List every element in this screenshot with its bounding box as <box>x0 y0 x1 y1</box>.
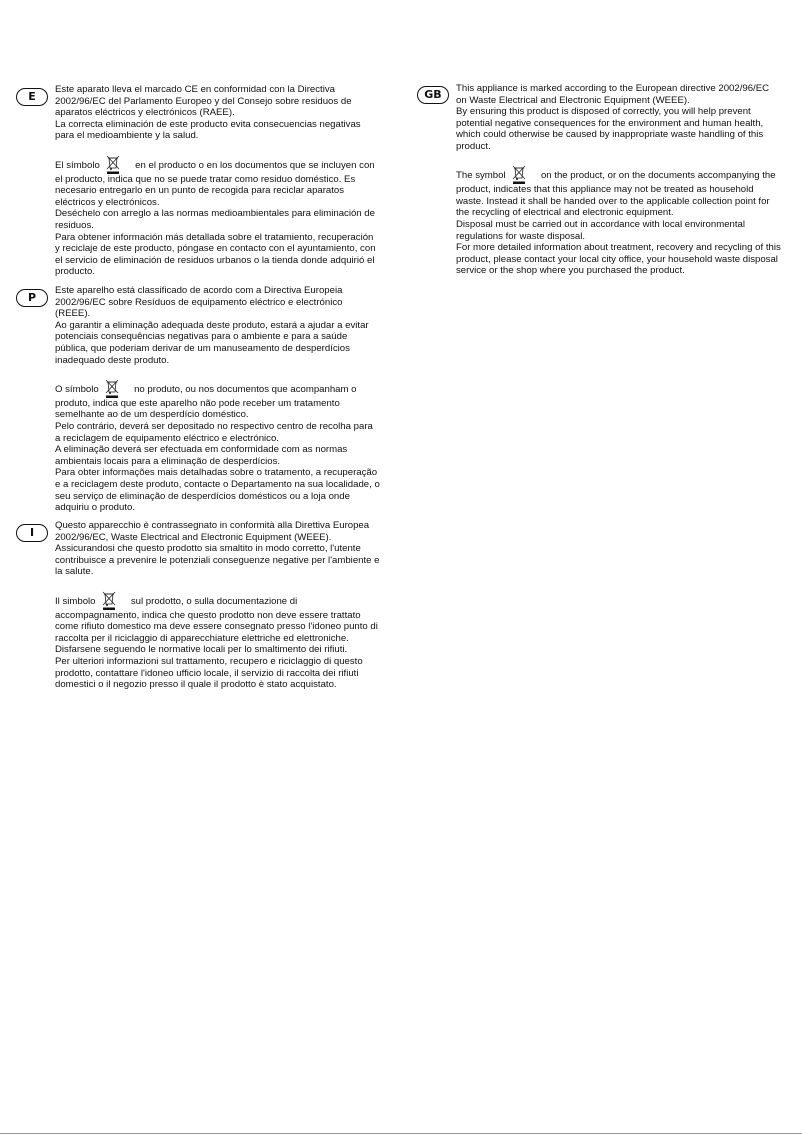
paragraph: Para obter informações mais detalhadas sobre o tratamento, a recuperação e a reciclagem deste produto, contacte o Departamento na sua localidade, o seu serviço de eliminação de desperdícios domésticos ou a loja onde adquiriu o produto. <box>55 467 380 514</box>
symbol-text-after: on the product, or on the documents accompanying the product, indicates that this appliance may not be treated as household waste. Instead it shall be handed over to the applicable collection point for the recycling of electrical and electronic equipment. <box>456 170 776 219</box>
symbol-paragraph <box>55 590 380 645</box>
paragraph: La correcta eliminación de este producto evita consecuencias negativas para el medioambiente y la salud. <box>55 118 361 142</box>
symbol-text-after: sul prodotto, o sulla documentazione di accompagnamento, indica che questo prodotto non deve essere trattato come rifiuto domestico ma deve essere consegnato presso l'idoneo punto di raccolta per il riciclaggio di apparecchiature elettriche ed elettroniche. <box>55 595 378 644</box>
symbol-text-before: The symbol <box>456 170 506 182</box>
symbol-text-before: Il simbolo <box>55 595 96 607</box>
paragraph: Per ulteriori informazioni sul trattamento, recupero e riciclaggio di questo prodotto, contattare l'idoneo ufficio locale, il servizio di raccolta dei rifiuti domestici o il negozio presso il quale il prodotto è stato acquistato. <box>55 655 363 691</box>
paragraph: Pelo contrário, deverá ser depositado no respectivo centro de recolha para a reciclagem de equipamento eléctrico e electrónico. <box>55 420 373 444</box>
section-text-portuguese <box>55 285 380 514</box>
symbol-paragraph <box>55 154 380 209</box>
page-bottom-rule <box>0 1133 802 1134</box>
section-text-italian <box>55 520 380 691</box>
language-badge-i: I <box>16 524 48 542</box>
paragraph: Disfarsene seguendo le normative locali per lo smaltimento dei rifiuti. <box>55 644 348 656</box>
paragraph: Para obtener información más detallada sobre el tratamiento, recuperación y reciclaje de este producto, póngase en contacto con el ayuntamiento, con el servicio de eliminación de residuos urbanos o la tienda donde adquirió el producto. <box>55 231 376 278</box>
section-text-spanish <box>55 84 380 278</box>
weee-bin-icon <box>512 164 526 184</box>
language-badge-gb: GB <box>417 86 449 104</box>
symbol-text-before: O símbolo <box>55 383 99 395</box>
symbol-text-after: en el producto o en los documentos que se incluyen con el producto, indica que no se puede tratar como residuo doméstico. Es necesario entregarlo en un punto de recogida para reciclar aparatos eléctricos y electrónicos. <box>55 159 375 208</box>
paragraph: Disposal must be carried out in accordance with local environmental regulations for waste disposal. <box>456 218 746 242</box>
weee-bin-icon <box>102 590 116 610</box>
symbol-text-after: no produto, ou nos documentos que acompanham o produto, indica que este aparelho não pode receber um tratamento semelhante ao de um desperdício doméstico. <box>55 383 357 421</box>
paragraph: Assicurandosi che questo prodotto sia smaltito in modo corretto, l'utente contribuisce a prevenire le potenziali conseguenze negative per l'ambiente e la salute. <box>55 543 380 578</box>
symbol-text-before: El símbolo <box>55 159 100 171</box>
paragraph: By ensuring this product is disposed of correctly, you will help prevent potential negative consequences for the environment and human health, which could otherwise be caused by inappropriate waste handling of this product. <box>456 106 764 152</box>
paragraph: Este aparato lleva el marcado CE en conformidad con la Directiva 2002/96/EC del Parlamento Europeo y del Consejo sobre residuos de aparatos eléctricos y electrónicos (RAEE). <box>55 84 352 119</box>
paragraph: Este aparelho está classificado de acordo com a Directiva Europeia 2002/96/EC sobre Resíduos de equipamento eléctrico e electrónico (REEE). <box>55 285 343 320</box>
weee-bin-icon <box>106 154 120 174</box>
symbol-paragraph <box>456 164 781 219</box>
paragraph: Ao garantir a eliminação adequada deste produto, estará a ajudar a evitar potenciais consequências negativas para o ambiente e para a saúde pública, que poderiam derivar de um manuseamento de desperdícios inadequado deste produto. <box>55 319 369 366</box>
symbol-paragraph <box>55 378 380 421</box>
paragraph: Deséchelo con arreglo a las normas medioambientales para eliminación de residuos. <box>55 208 375 231</box>
weee-bin-icon <box>105 378 119 398</box>
paragraph: This appliance is marked according to the European directive 2002/96/EC on Waste Electrical and Electronic Equipment (WEEE). <box>456 83 770 106</box>
language-badge-p: P <box>16 289 48 307</box>
paragraph: A eliminação deverá ser efectuada em conformidade com as normas ambientais locais para a eliminação de desperdícios. <box>55 444 348 467</box>
paragraph: For more detailed information about treatment, recovery and recycling of this product, please contact your local city office, your household waste disposal service or the shop where you purchased the product. <box>456 242 781 277</box>
language-badge-e: E <box>16 88 48 106</box>
paragraph: Questo apparecchio è contrassegnato in conformità alla Direttiva Europea 2002/96/EC, Waste Electrical and Electronic Equipment (WEEE). <box>55 520 370 543</box>
section-text-english <box>456 83 781 277</box>
